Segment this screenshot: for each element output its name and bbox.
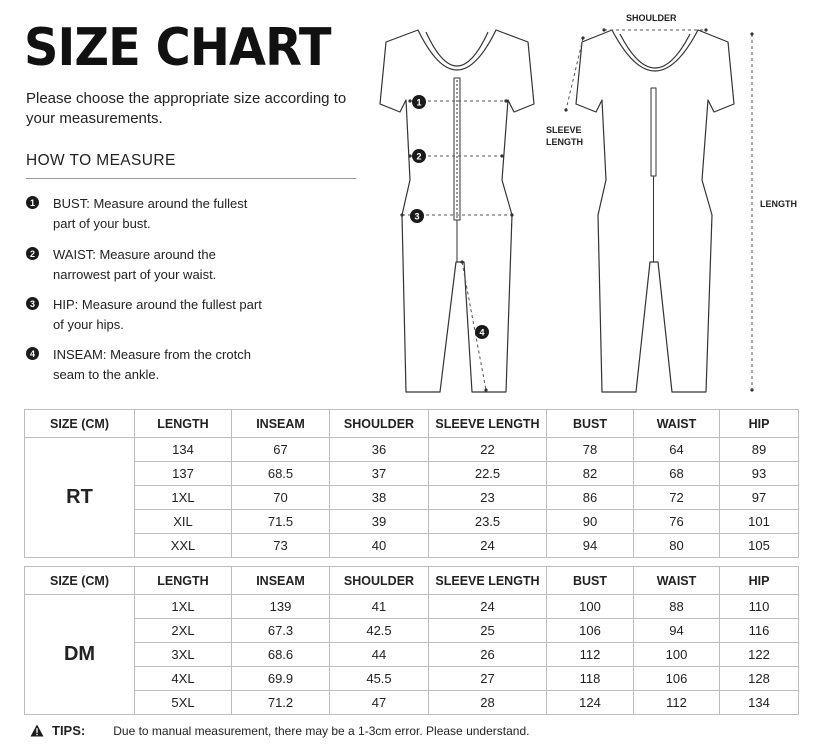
table-cell: 90 — [547, 510, 634, 534]
table-cell: 134 — [720, 691, 799, 715]
svg-text:4: 4 — [479, 327, 485, 338]
marker-1-icon — [412, 95, 426, 109]
instruction-text: BUST: Measure around the fullest part of your bust. — [53, 196, 248, 231]
table-cell: 67 — [232, 438, 330, 462]
table-cell: 76 — [634, 510, 720, 534]
number-marker: 4 — [26, 347, 39, 360]
number-marker: 3 — [26, 297, 39, 310]
back-neckline — [620, 34, 690, 68]
table-cell: 22.5 — [429, 462, 547, 486]
table-cell: 112 — [634, 691, 720, 715]
instruction-text: INSEAM: Measure from the crotch seam to the ankle. — [53, 347, 251, 382]
size-group-label: DM — [25, 595, 135, 715]
svg-text:3: 3 — [414, 211, 420, 222]
page-title: SIZE CHART — [24, 18, 331, 78]
table-cell: 23.5 — [429, 510, 547, 534]
number-marker: 2 — [26, 247, 39, 260]
header-shoulder: SHOULDER — [330, 567, 429, 595]
instruction-text: WAIST: Measure around the narrowest part of your waist. — [53, 247, 217, 282]
table-cell: 69.9 — [232, 667, 330, 691]
table-row — [25, 691, 799, 715]
table-header-row — [25, 567, 799, 595]
header-hip: HIP — [720, 567, 799, 595]
table-row — [25, 438, 799, 462]
header-size: SIZE (CM) — [25, 410, 135, 438]
table-cell: 80 — [634, 534, 720, 558]
tips-text: Due to manual measurement, there may be a 1-3cm error. Please understand. — [113, 723, 530, 738]
table-cell: 24 — [429, 595, 547, 619]
table-cell: 94 — [634, 619, 720, 643]
header-waist: WAIST — [634, 410, 720, 438]
shoulder-label: SHOULDER — [626, 13, 677, 23]
table-cell: 116 — [720, 619, 799, 643]
table-cell: 39 — [330, 510, 429, 534]
header-sleeve-length: SLEEVE LENGTH — [429, 567, 547, 595]
table-cell: 24 — [429, 534, 547, 558]
svg-text:2: 2 — [416, 151, 422, 162]
header-bust: BUST — [547, 567, 634, 595]
size-table-rt — [24, 409, 799, 558]
table-cell: 45.5 — [330, 667, 429, 691]
table-cell: 89 — [720, 438, 799, 462]
table-cell: 106 — [634, 667, 720, 691]
instruction-text: HIP: Measure around the fullest part of your hips. — [53, 297, 262, 332]
page-subtitle: Please choose the appropriate size according to your measurements. — [26, 90, 347, 127]
table-cell: 27 — [429, 667, 547, 691]
table-cell: 68.5 — [232, 462, 330, 486]
table-cell: 82 — [547, 462, 634, 486]
table-cell: 5XL — [135, 691, 232, 715]
table-cell: 78 — [547, 438, 634, 462]
front-neckline — [426, 32, 488, 66]
table-cell: 26 — [429, 643, 547, 667]
table-header-row — [25, 410, 799, 438]
table-cell: 100 — [634, 643, 720, 667]
table-cell: 40 — [330, 534, 429, 558]
table-cell: 70 — [232, 486, 330, 510]
table-cell: 38 — [330, 486, 429, 510]
header-waist: WAIST — [634, 567, 720, 595]
table-cell: 2XL — [135, 619, 232, 643]
table-cell: 124 — [547, 691, 634, 715]
table-cell: XIL — [135, 510, 232, 534]
header-sleeve-length: SLEEVE LENGTH — [429, 410, 547, 438]
tips-label: TIPS: — [52, 723, 86, 738]
marker-3-icon — [410, 209, 424, 223]
table-cell: 1XL — [135, 595, 232, 619]
table-cell: 97 — [720, 486, 799, 510]
table-cell: 37 — [330, 462, 429, 486]
table-cell: 100 — [547, 595, 634, 619]
table-cell: 44 — [330, 643, 429, 667]
table-cell: 47 — [330, 691, 429, 715]
header-length: LENGTH — [135, 410, 232, 438]
table-cell: 1XL — [135, 486, 232, 510]
table-cell: 4XL — [135, 667, 232, 691]
number-marker: 1 — [26, 196, 39, 209]
table-cell: 68 — [634, 462, 720, 486]
table-row — [25, 667, 799, 691]
table-cell: 86 — [547, 486, 634, 510]
marker-2-icon — [412, 149, 426, 163]
back-garment-outline — [576, 30, 734, 392]
table-cell: 128 — [720, 667, 799, 691]
table-cell: 71.5 — [232, 510, 330, 534]
table-cell: 88 — [634, 595, 720, 619]
table-cell: 106 — [547, 619, 634, 643]
length-label: LENGTH — [760, 199, 797, 209]
table-cell: 72 — [634, 486, 720, 510]
table-cell: 67.3 — [232, 619, 330, 643]
header-shoulder: SHOULDER — [330, 410, 429, 438]
table-cell: 73 — [232, 534, 330, 558]
table-row — [25, 643, 799, 667]
table-cell: 137 — [135, 462, 232, 486]
table-cell: 68.6 — [232, 643, 330, 667]
table-cell: 93 — [720, 462, 799, 486]
table-cell: 112 — [547, 643, 634, 667]
table-cell: 139 — [232, 595, 330, 619]
warning-icon — [30, 724, 44, 737]
table-row — [25, 486, 799, 510]
table-cell: 110 — [720, 595, 799, 619]
table-cell: 64 — [634, 438, 720, 462]
back-zipper — [651, 88, 656, 176]
table-cell: 101 — [720, 510, 799, 534]
header-length: LENGTH — [135, 567, 232, 595]
table-row — [25, 619, 799, 643]
table-cell: 118 — [547, 667, 634, 691]
table-cell: 42.5 — [330, 619, 429, 643]
svg-text:1: 1 — [416, 97, 422, 108]
table-cell: 25 — [429, 619, 547, 643]
header-bust: BUST — [547, 410, 634, 438]
table-cell: XXL — [135, 534, 232, 558]
table-cell: 105 — [720, 534, 799, 558]
sleeve-line — [566, 38, 583, 110]
size-group-label: RT — [25, 438, 135, 558]
table-row — [25, 595, 799, 619]
table-cell: 134 — [135, 438, 232, 462]
table-cell: 22 — [429, 438, 547, 462]
table-cell: 71.2 — [232, 691, 330, 715]
table-cell: 23 — [429, 486, 547, 510]
table-cell: 3XL — [135, 643, 232, 667]
header-hip: HIP — [720, 410, 799, 438]
header-size: SIZE (CM) — [25, 567, 135, 595]
header-inseam: INSEAM — [232, 410, 330, 438]
how-to-measure-title: HOW TO MEASURE — [26, 152, 176, 169]
tips-row — [30, 723, 529, 738]
header-inseam: INSEAM — [232, 567, 330, 595]
size-table-dm — [24, 566, 799, 715]
sleeve-length-label: SLEEVE LENGTH — [546, 125, 583, 147]
table-cell: 36 — [330, 438, 429, 462]
table-cell: 28 — [429, 691, 547, 715]
table-row — [25, 534, 799, 558]
table-row — [25, 462, 799, 486]
table-cell: 94 — [547, 534, 634, 558]
table-cell: 122 — [720, 643, 799, 667]
marker-4-icon — [475, 325, 489, 339]
table-cell: 41 — [330, 595, 429, 619]
table-row — [25, 510, 799, 534]
